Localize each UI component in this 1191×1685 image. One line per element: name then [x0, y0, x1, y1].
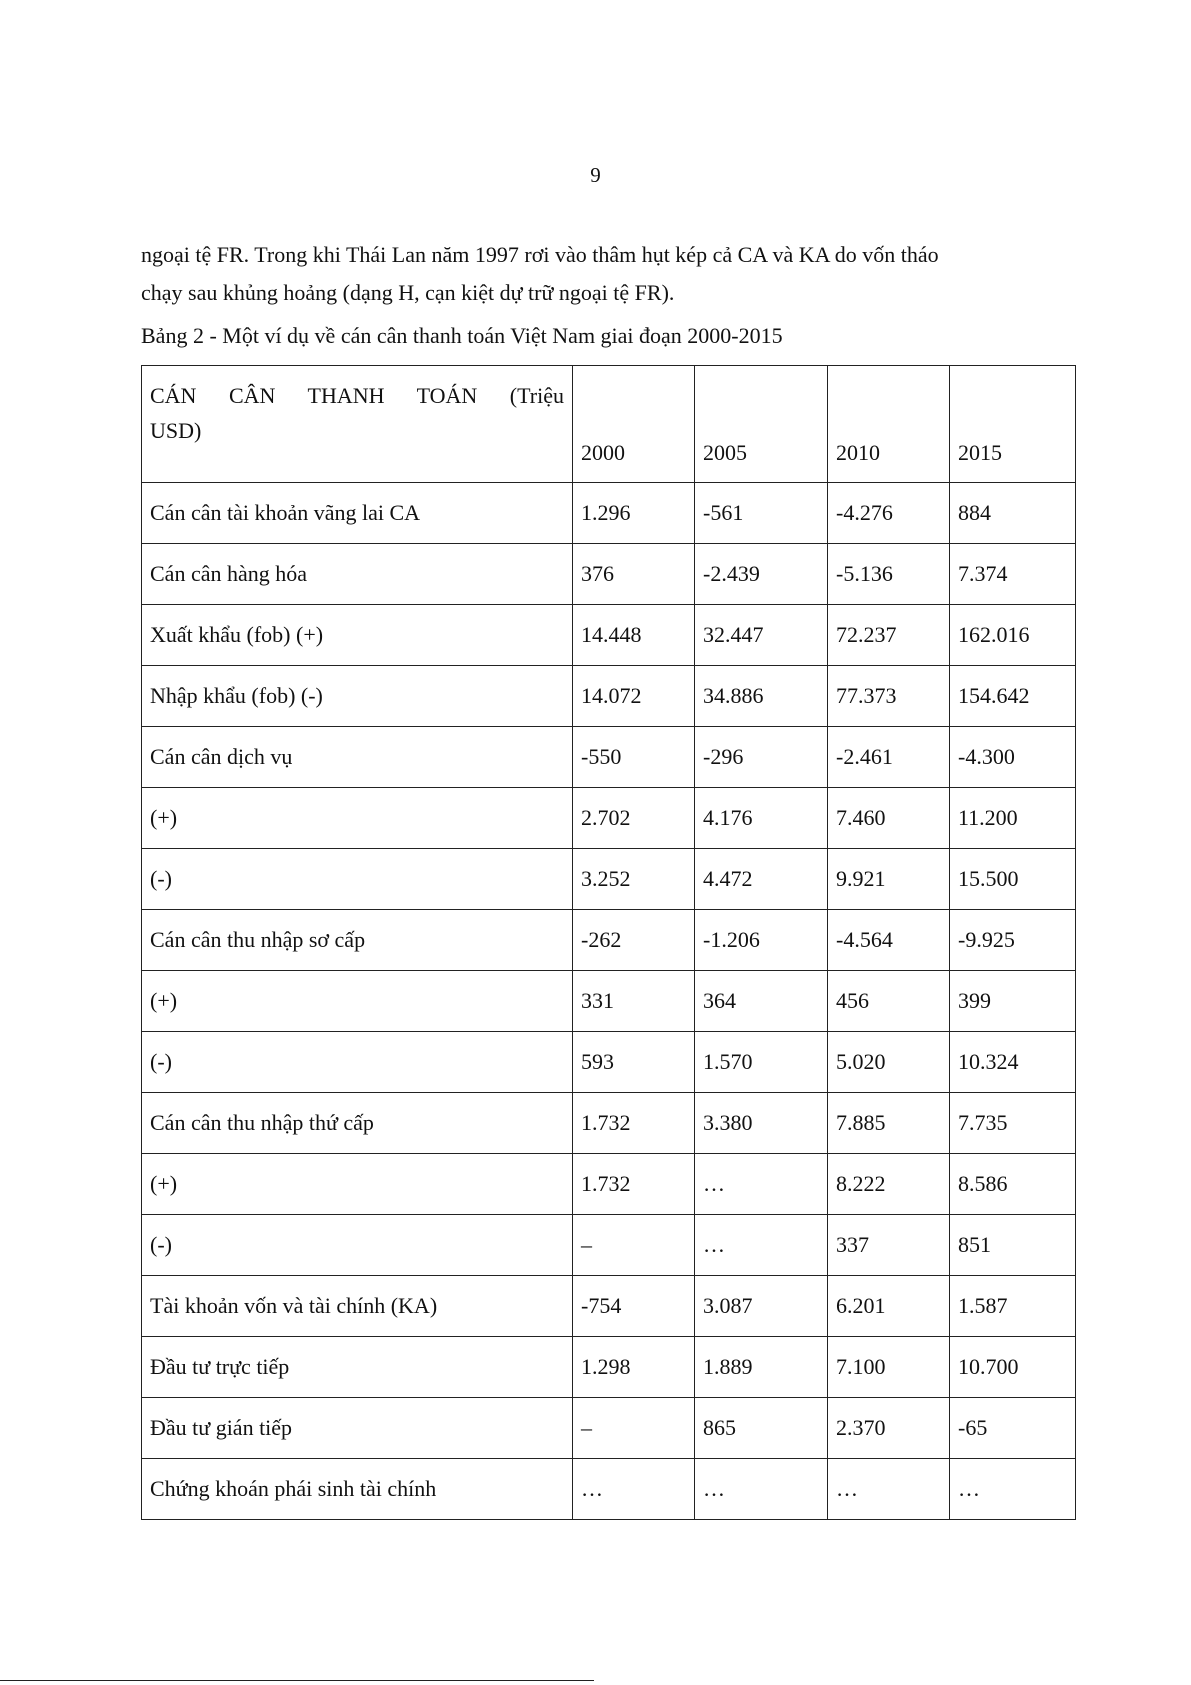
- paragraph-line: chạy sau khủng hoảng (dạng H, cạn kiệt dự trữ ngoại tệ FR).: [141, 280, 675, 305]
- table-caption: Bảng 2 - Một ví dụ về cán cân thanh toán Việt Nam giai đoạn 2000-2015: [141, 323, 783, 348]
- value-cell: …: [573, 1459, 695, 1520]
- value-cell: –: [573, 1398, 695, 1459]
- row-label-cell: Chứng khoán phái sinh tài chính: [142, 1459, 573, 1520]
- value-cell: 6.201: [828, 1276, 950, 1337]
- value-cell: …: [828, 1459, 950, 1520]
- table-row: [142, 849, 1076, 910]
- header-year-cell: 2000: [573, 366, 695, 483]
- value-cell: 32.447: [695, 605, 828, 666]
- value-cell: 2.702: [573, 788, 695, 849]
- value-cell: 865: [695, 1398, 828, 1459]
- value-cell: 1.296: [573, 483, 695, 544]
- value-cell: 7.885: [828, 1093, 950, 1154]
- table-row: [142, 666, 1076, 727]
- value-cell: 3.087: [695, 1276, 828, 1337]
- row-label-cell: Xuất khẩu (fob) (+): [142, 605, 573, 666]
- table-row: [142, 483, 1076, 544]
- value-cell: -262: [573, 910, 695, 971]
- value-cell: 376: [573, 544, 695, 605]
- row-label-cell: Cán cân hàng hóa: [142, 544, 573, 605]
- row-label-cell: Cán cân thu nhập thứ cấp: [142, 1093, 573, 1154]
- value-cell: -4.276: [828, 483, 950, 544]
- value-cell: 9.921: [828, 849, 950, 910]
- page-number: 9: [590, 163, 601, 187]
- row-label-cell: (+): [142, 1154, 573, 1215]
- value-cell: 4.472: [695, 849, 828, 910]
- value-cell: …: [695, 1154, 828, 1215]
- value-cell: 7.374: [950, 544, 1076, 605]
- header-label-line: CÁN CÂN THANH TOÁN (Triệu: [150, 383, 564, 408]
- value-cell: 3.252: [573, 849, 695, 910]
- value-cell: 15.500: [950, 849, 1076, 910]
- row-label-cell: (-): [142, 849, 573, 910]
- value-cell: 34.886: [695, 666, 828, 727]
- value-cell: 851: [950, 1215, 1076, 1276]
- value-cell: -4.564: [828, 910, 950, 971]
- value-cell: 1.587: [950, 1276, 1076, 1337]
- value-cell: 154.642: [950, 666, 1076, 727]
- value-cell: -561: [695, 483, 828, 544]
- row-label-cell: (+): [142, 788, 573, 849]
- value-cell: …: [950, 1459, 1076, 1520]
- value-cell: 1.298: [573, 1337, 695, 1398]
- value-cell: 331: [573, 971, 695, 1032]
- value-cell: -296: [695, 727, 828, 788]
- row-label-cell: Đầu tư trực tiếp: [142, 1337, 573, 1398]
- table-row: [142, 1398, 1076, 1459]
- table-body: [142, 483, 1076, 1520]
- value-cell: …: [695, 1459, 828, 1520]
- row-label-cell: Cán cân dịch vụ: [142, 727, 573, 788]
- header-year-cell: 2005: [695, 366, 828, 483]
- table-row: [142, 788, 1076, 849]
- table-row: [142, 605, 1076, 666]
- value-cell: 11.200: [950, 788, 1076, 849]
- header-label-cell: [142, 366, 573, 483]
- table-row: [142, 1337, 1076, 1398]
- value-cell: 10.700: [950, 1337, 1076, 1398]
- table-header-row: [142, 366, 1076, 483]
- value-cell: 14.448: [573, 605, 695, 666]
- table-row: [142, 544, 1076, 605]
- value-cell: 72.237: [828, 605, 950, 666]
- value-cell: 884: [950, 483, 1076, 544]
- value-cell: 8.222: [828, 1154, 950, 1215]
- header-year-cell: 2010: [828, 366, 950, 483]
- body-paragraph: [141, 236, 1061, 312]
- value-cell: -2.461: [828, 727, 950, 788]
- value-cell: 77.373: [828, 666, 950, 727]
- value-cell: 337: [828, 1215, 950, 1276]
- table-row: [142, 1032, 1076, 1093]
- value-cell: 7.735: [950, 1093, 1076, 1154]
- value-cell: -9.925: [950, 910, 1076, 971]
- value-cell: -4.300: [950, 727, 1076, 788]
- row-label-cell: Tài khoản vốn và tài chính (KA): [142, 1276, 573, 1337]
- row-label-cell: Đầu tư gián tiếp: [142, 1398, 573, 1459]
- table-row: [142, 1459, 1076, 1520]
- value-cell: –: [573, 1215, 695, 1276]
- value-cell: 162.016: [950, 605, 1076, 666]
- header-year-cell: 2015: [950, 366, 1076, 483]
- row-label-cell: (+): [142, 971, 573, 1032]
- value-cell: 3.380: [695, 1093, 828, 1154]
- value-cell: 399: [950, 971, 1076, 1032]
- table-row: [142, 727, 1076, 788]
- value-cell: -1.206: [695, 910, 828, 971]
- value-cell: 14.072: [573, 666, 695, 727]
- value-cell: 8.586: [950, 1154, 1076, 1215]
- table-row: [142, 1154, 1076, 1215]
- row-label-cell: Cán cân thu nhập sơ cấp: [142, 910, 573, 971]
- value-cell: 7.100: [828, 1337, 950, 1398]
- value-cell: -754: [573, 1276, 695, 1337]
- value-cell: 456: [828, 971, 950, 1032]
- value-cell: 1.570: [695, 1032, 828, 1093]
- header-label-line: USD): [150, 418, 202, 443]
- table-row: [142, 971, 1076, 1032]
- table-row: [142, 1276, 1076, 1337]
- value-cell: 10.324: [950, 1032, 1076, 1093]
- table-row: [142, 1215, 1076, 1276]
- row-label-cell: Nhập khẩu (fob) (-): [142, 666, 573, 727]
- row-label-cell: Cán cân tài khoản vãng lai CA: [142, 483, 573, 544]
- table-row: [142, 910, 1076, 971]
- value-cell: 2.370: [828, 1398, 950, 1459]
- row-label-cell: (-): [142, 1032, 573, 1093]
- balance-of-payments-table: [141, 365, 1076, 1520]
- value-cell: 7.460: [828, 788, 950, 849]
- value-cell: -550: [573, 727, 695, 788]
- value-cell: 364: [695, 971, 828, 1032]
- value-cell: 4.176: [695, 788, 828, 849]
- value-cell: 1.732: [573, 1093, 695, 1154]
- footnote-divider: [0, 1680, 594, 1681]
- value-cell: -2.439: [695, 544, 828, 605]
- value-cell: 1.889: [695, 1337, 828, 1398]
- value-cell: …: [695, 1215, 828, 1276]
- paragraph-line: ngoại tệ FR. Trong khi Thái Lan năm 1997 rơi vào thâm hụt kép cả CA và KA do vốn tháo: [141, 242, 939, 267]
- row-label-cell: (-): [142, 1215, 573, 1276]
- value-cell: -5.136: [828, 544, 950, 605]
- value-cell: 5.020: [828, 1032, 950, 1093]
- value-cell: -65: [950, 1398, 1076, 1459]
- value-cell: 593: [573, 1032, 695, 1093]
- value-cell: 1.732: [573, 1154, 695, 1215]
- table-row: [142, 1093, 1076, 1154]
